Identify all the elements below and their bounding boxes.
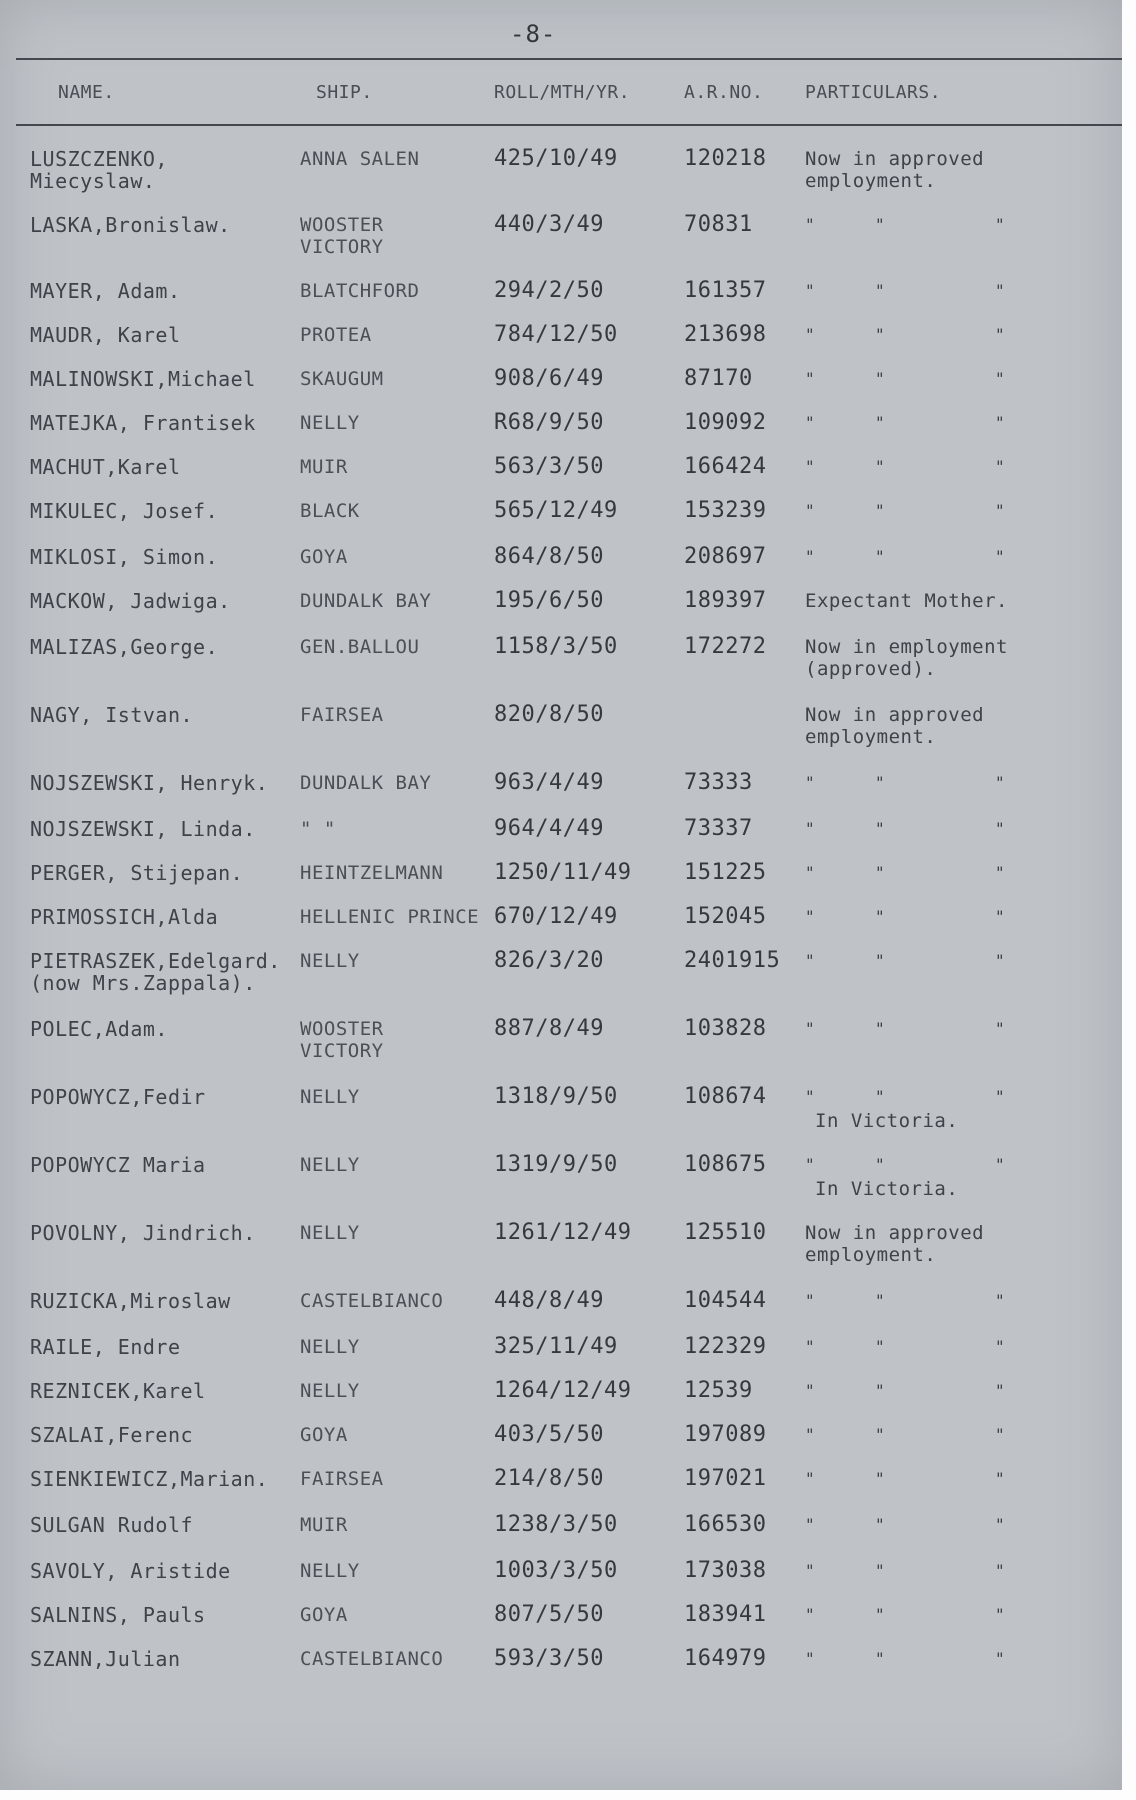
person-name: POLEC,Adam. — [30, 1017, 168, 1041]
ditto-mark: " — [995, 1605, 1006, 1624]
person-name: REZNICEK,Karel — [30, 1379, 206, 1403]
person-name: MAYER, Adam. — [30, 279, 181, 303]
ship-name: DUNDALK BAY — [300, 772, 432, 794]
ditto-mark: " — [875, 951, 886, 970]
person-name: SULGAN Rudolf — [30, 1513, 194, 1537]
ar-number: 197089 — [684, 1422, 767, 1447]
ar-number: 108674 — [684, 1084, 767, 1109]
ditto-mark: " — [995, 863, 1006, 882]
ditto-mark: " — [995, 907, 1006, 926]
ditto-mark: " — [875, 1381, 886, 1400]
ar-number: 103828 — [684, 1016, 767, 1041]
ditto-mark: " — [805, 1469, 816, 1488]
roll-month-year: 403/5/50 — [494, 1422, 604, 1447]
ditto-mark: " — [805, 325, 816, 344]
ditto-mark: " — [875, 369, 886, 388]
person-name: NOJSZEWSKI, Linda. — [30, 817, 256, 841]
ditto-mark: " — [995, 457, 1006, 476]
ship-name: PROTEA — [300, 324, 372, 346]
person-name: PERGER, Stijepan. — [30, 861, 244, 885]
ship-name: FAIRSEA — [300, 704, 384, 726]
particulars: Now in approved employment. — [805, 1222, 985, 1266]
roll-month-year: R68/9/50 — [494, 410, 604, 435]
header-ship: SHIP. — [316, 82, 373, 103]
ditto-mark: " — [875, 863, 886, 882]
ship-name: NELLY — [300, 1154, 360, 1176]
ditto-mark: " — [805, 457, 816, 476]
person-name: MALINOWSKI,Michael — [30, 367, 256, 391]
person-name: MIKLOSI, Simon. — [30, 545, 219, 569]
person-name: SZANN,Julian — [30, 1647, 181, 1671]
ditto-mark: " — [875, 547, 886, 566]
header-name: NAME. — [58, 82, 115, 103]
ditto-mark: " — [805, 215, 816, 234]
ship-name: NELLY — [300, 1336, 360, 1358]
ditto-mark: " — [805, 819, 816, 838]
ditto-mark: " — [805, 547, 816, 566]
header-rule-bottom — [16, 124, 1122, 126]
ship-name: BLACK — [300, 500, 360, 522]
ditto-mark: " — [995, 1515, 1006, 1534]
roll-month-year: 1318/9/50 — [494, 1084, 618, 1109]
person-name: MACKOW, Jadwiga. — [30, 589, 231, 613]
ditto-mark: " — [995, 1337, 1006, 1356]
ship-name: NELLY — [300, 950, 360, 972]
ditto-mark: " — [995, 1469, 1006, 1488]
ar-number: 122329 — [684, 1334, 767, 1359]
person-name: POPOWYCZ,Fedir — [30, 1085, 206, 1109]
ar-number: 161357 — [684, 278, 767, 303]
ditto-mark: " — [875, 1087, 886, 1106]
ship-name: WOOSTER VICTORY — [300, 214, 384, 258]
roll-month-year: 1250/11/49 — [494, 860, 632, 885]
particulars: Now in approved employment. — [805, 704, 985, 748]
roll-month-year: 1238/3/50 — [494, 1512, 618, 1537]
roll-month-year: 670/12/49 — [494, 904, 618, 929]
ar-number: 73333 — [684, 770, 753, 795]
ditto-mark: " — [805, 281, 816, 300]
roll-month-year: 820/8/50 — [494, 702, 604, 727]
ditto-mark: " — [805, 1291, 816, 1310]
roll-month-year: 448/8/49 — [494, 1288, 604, 1313]
roll-month-year: 1158/3/50 — [494, 634, 618, 659]
roll-month-year: 1319/9/50 — [494, 1152, 618, 1177]
ditto-mark: " — [995, 1155, 1006, 1174]
person-name: NAGY, Istvan. — [30, 703, 194, 727]
ditto-mark: " — [995, 1087, 1006, 1106]
ar-number: 166530 — [684, 1512, 767, 1537]
ditto-mark: " — [805, 1155, 816, 1174]
ditto-mark: " — [995, 1561, 1006, 1580]
ditto-mark: " — [805, 863, 816, 882]
ditto-mark: " — [805, 951, 816, 970]
ditto-mark: " — [995, 1381, 1006, 1400]
ship-name: HEINTZELMANN — [300, 862, 444, 884]
ship-name: CASTELBIANCO — [300, 1648, 444, 1670]
ditto-mark: " — [805, 1381, 816, 1400]
ship-name: CASTELBIANCO — [300, 1290, 444, 1312]
roll-month-year: 826/3/20 — [494, 948, 604, 973]
particulars: Expectant Mother. — [805, 590, 1008, 612]
ar-number: 73337 — [684, 816, 753, 841]
ar-number: 87170 — [684, 366, 753, 391]
ditto-mark: " — [805, 1649, 816, 1668]
ditto-mark: " — [805, 1425, 816, 1444]
person-name: RUZICKA,Miroslaw — [30, 1289, 231, 1313]
roll-month-year: 195/6/50 — [494, 588, 604, 613]
roll-month-year: 908/6/49 — [494, 366, 604, 391]
ship-name: GOYA — [300, 546, 348, 568]
ar-number: 151225 — [684, 860, 767, 885]
ditto-mark: " — [995, 547, 1006, 566]
ditto-mark: " — [995, 951, 1006, 970]
ditto-mark: " — [875, 1649, 886, 1668]
person-name: RAILE, Endre — [30, 1335, 181, 1359]
ship-name: SKAUGUM — [300, 368, 384, 390]
ditto-mark: " — [995, 501, 1006, 520]
ditto-mark: " — [875, 1155, 886, 1174]
ditto-mark: " — [805, 1019, 816, 1038]
ar-number: 153239 — [684, 498, 767, 523]
ship-name: NELLY — [300, 1222, 360, 1244]
ditto-mark: " — [805, 1605, 816, 1624]
ar-number: 197021 — [684, 1466, 767, 1491]
ditto-mark: " — [995, 369, 1006, 388]
person-name: PIETRASZEK,Edelgard. (now Mrs.Zappala). — [30, 949, 281, 995]
ship-name: DUNDALK BAY — [300, 590, 432, 612]
ditto-mark: " — [875, 413, 886, 432]
ar-number: 108675 — [684, 1152, 767, 1177]
roll-month-year: 1264/12/49 — [494, 1378, 632, 1403]
ditto-mark: " — [875, 1561, 886, 1580]
ditto-mark: " — [875, 1019, 886, 1038]
ship-name: HELLENIC PRINCE — [300, 906, 480, 928]
header-rule-top — [16, 58, 1122, 60]
ditto-mark: " — [995, 1649, 1006, 1668]
ditto-mark: " — [805, 1337, 816, 1356]
ship-name: " " — [300, 818, 336, 840]
header-roll: ROLL/MTH/YR. — [494, 82, 631, 103]
ditto-mark: " — [805, 773, 816, 792]
ditto-mark: " — [875, 325, 886, 344]
roll-month-year: 425/10/49 — [494, 146, 618, 171]
ditto-mark: " — [805, 501, 816, 520]
ditto-mark: " — [805, 1515, 816, 1534]
ditto-mark: " — [995, 413, 1006, 432]
roll-month-year: 864/8/50 — [494, 544, 604, 569]
ditto-mark: " — [875, 907, 886, 926]
header-particulars: PARTICULARS. — [805, 82, 942, 103]
person-name: SIENKIEWICZ,Marian. — [30, 1467, 269, 1491]
person-name: MALIZAS,George. — [30, 635, 219, 659]
roll-month-year: 887/8/49 — [494, 1016, 604, 1041]
ship-name: ANNA SALEN — [300, 148, 420, 170]
person-name: MAUDR, Karel — [30, 323, 181, 347]
person-name: SALNINS, Pauls — [30, 1603, 206, 1627]
ship-name: GOYA — [300, 1424, 348, 1446]
ship-name: NELLY — [300, 1380, 360, 1402]
ditto-mark: " — [875, 1291, 886, 1310]
ditto-mark: " — [875, 1425, 886, 1444]
person-name: SZALAI,Ferenc — [30, 1423, 194, 1447]
ditto-mark: " — [875, 1337, 886, 1356]
roll-month-year: 593/3/50 — [494, 1646, 604, 1671]
page-number: -8- — [510, 20, 557, 48]
ar-number: 120218 — [684, 146, 767, 171]
particulars-note: In Victoria. — [815, 1178, 959, 1200]
ar-number: 166424 — [684, 454, 767, 479]
person-name: SAVOLY, Aristide — [30, 1559, 231, 1583]
ditto-mark: " — [995, 1425, 1006, 1444]
roll-month-year: 807/5/50 — [494, 1602, 604, 1627]
header-ar-number: A.R.NO. — [684, 82, 764, 103]
ditto-mark: " — [875, 215, 886, 234]
ship-name: WOOSTER VICTORY — [300, 1018, 384, 1062]
person-name: MATEJKA, Frantisek — [30, 411, 256, 435]
ship-name: FAIRSEA — [300, 1468, 384, 1490]
ditto-mark: " — [875, 819, 886, 838]
ditto-mark: " — [875, 457, 886, 476]
roll-month-year: 214/8/50 — [494, 1466, 604, 1491]
roll-month-year: 294/2/50 — [494, 278, 604, 303]
ar-number: 109092 — [684, 410, 767, 435]
ditto-mark: " — [875, 1605, 886, 1624]
ar-number: 125510 — [684, 1220, 767, 1245]
ditto-mark: " — [875, 1515, 886, 1534]
ar-number: 164979 — [684, 1646, 767, 1671]
roll-month-year: 1261/12/49 — [494, 1220, 632, 1245]
ship-name: NELLY — [300, 1560, 360, 1582]
ditto-mark: " — [875, 773, 886, 792]
ship-name: MUIR — [300, 1514, 348, 1536]
particulars: Now in employment (approved). — [805, 636, 1008, 680]
ship-name: MUIR — [300, 456, 348, 478]
ship-name: NELLY — [300, 1086, 360, 1108]
ditto-mark: " — [875, 501, 886, 520]
roll-month-year: 963/4/49 — [494, 770, 604, 795]
ditto-mark: " — [995, 773, 1006, 792]
ar-number: 208697 — [684, 544, 767, 569]
ar-number: 172272 — [684, 634, 767, 659]
ditto-mark: " — [875, 1469, 886, 1488]
ar-number: 183941 — [684, 1602, 767, 1627]
roll-month-year: 964/4/49 — [494, 816, 604, 841]
ar-number: 70831 — [684, 212, 753, 237]
ditto-mark: " — [805, 1087, 816, 1106]
ar-number: 104544 — [684, 1288, 767, 1313]
roll-month-year: 325/11/49 — [494, 1334, 618, 1359]
ditto-mark: " — [875, 281, 886, 300]
ar-number: 2401915 — [684, 948, 781, 973]
roll-month-year: 565/12/49 — [494, 498, 618, 523]
ditto-mark: " — [805, 413, 816, 432]
ditto-mark: " — [995, 819, 1006, 838]
roll-month-year: 784/12/50 — [494, 322, 618, 347]
roll-month-year: 440/3/49 — [494, 212, 604, 237]
ditto-mark: " — [805, 907, 816, 926]
ditto-mark: " — [995, 1019, 1006, 1038]
ar-number: 12539 — [684, 1378, 753, 1403]
person-name: LUSZCZENKO, Miecyslaw. — [30, 147, 168, 193]
particulars: Now in approved employment. — [805, 148, 985, 192]
ship-name: NELLY — [300, 412, 360, 434]
roll-month-year: 563/3/50 — [494, 454, 604, 479]
ar-number: 173038 — [684, 1558, 767, 1583]
ship-name: GOYA — [300, 1604, 348, 1626]
person-name: LASKA,Bronislaw. — [30, 213, 231, 237]
ditto-mark: " — [805, 369, 816, 388]
ditto-mark: " — [995, 1291, 1006, 1310]
roll-month-year: 1003/3/50 — [494, 1558, 618, 1583]
person-name: MIKULEC, Josef. — [30, 499, 219, 523]
person-name: POPOWYCZ Maria — [30, 1153, 206, 1177]
ar-number: 189397 — [684, 588, 767, 613]
ditto-mark: " — [995, 281, 1006, 300]
person-name: PRIMOSSICH,Alda — [30, 905, 219, 929]
ship-name: GEN.BALLOU — [300, 636, 420, 658]
ship-name: BLATCHFORD — [300, 280, 420, 302]
ar-number: 213698 — [684, 322, 767, 347]
person-name: POVOLNY, Jindrich. — [30, 1221, 256, 1245]
person-name: NOJSZEWSKI, Henryk. — [30, 771, 269, 795]
ditto-mark: " — [995, 215, 1006, 234]
person-name: MACHUT,Karel — [30, 455, 181, 479]
ar-number: 152045 — [684, 904, 767, 929]
particulars-note: In Victoria. — [815, 1110, 959, 1132]
ditto-mark: " — [805, 1561, 816, 1580]
ditto-mark: " — [995, 325, 1006, 344]
